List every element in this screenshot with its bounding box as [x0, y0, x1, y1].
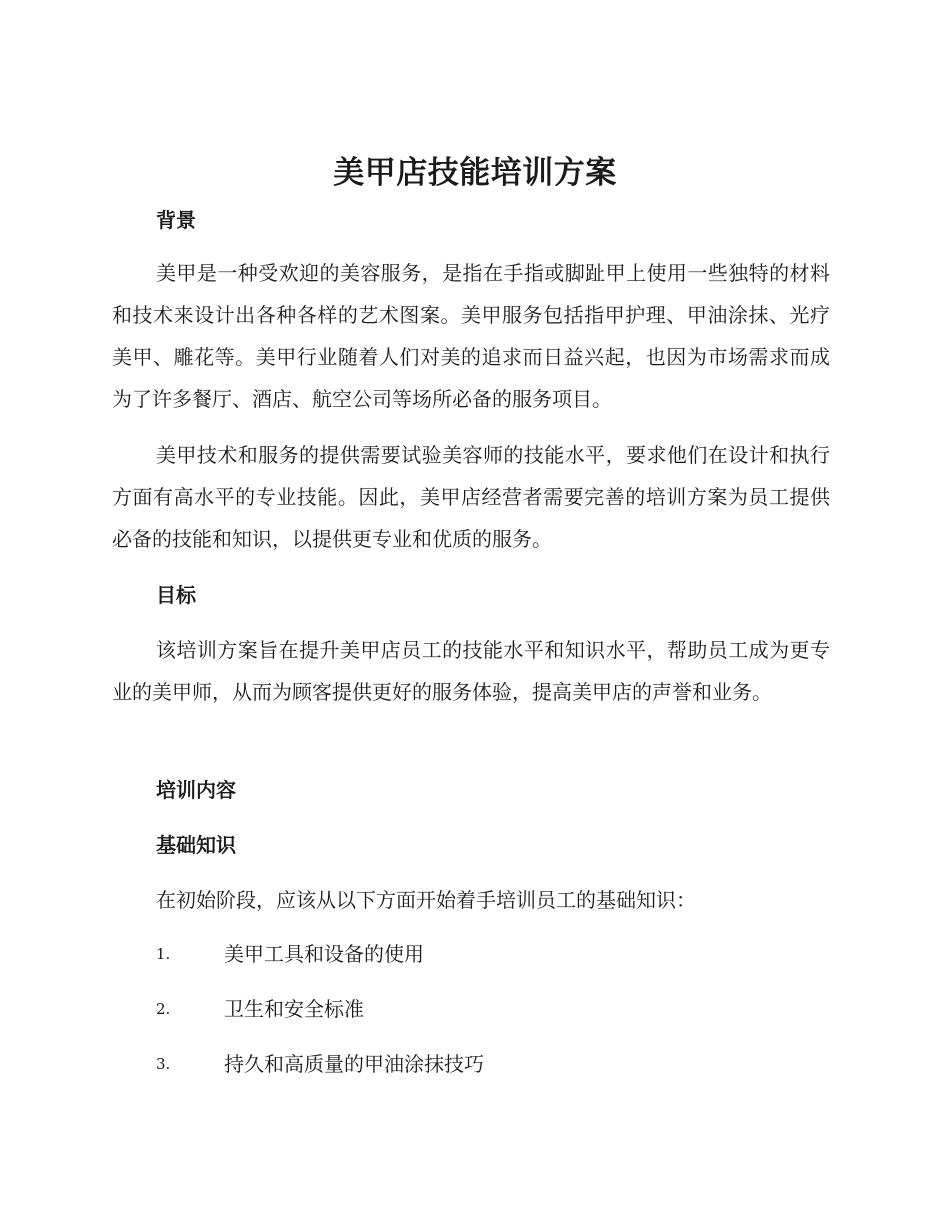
goal-paragraph: 该培训方案旨在提升美甲店员工的技能水平和知识水平，帮助员工成为更专业的美甲师，从而为顾客提供更好的服务体验，提高美甲店的声誉和业务。 — [112, 638, 830, 704]
background-paragraph-2: 美甲技术和服务的提供需要试验美容师的技能水平，要求他们在设计和执行方面有高水平的专业技能。因此，美甲店经营者需要完善的培训方案为员工提供必备的技能和知识，以提供更专业和优质的服务。 — [112, 443, 830, 551]
basics-intro-text: 在初始阶段，应该从以下方面开始着手培训员工的基础知识： — [156, 888, 696, 912]
list-item — [156, 1050, 484, 1078]
list-item-text: 美甲工具和设备的使用 — [224, 942, 424, 966]
list-item — [156, 940, 424, 968]
list-item-number: 2. — [156, 1000, 171, 1018]
subsection-heading-basics: 基础知识 — [156, 833, 236, 857]
section-heading-training: 培训内容 — [156, 778, 236, 802]
list-item-text: 持久和高质量的甲油涂抹技巧 — [224, 1052, 484, 1076]
document-title: 美甲店技能培训方案 — [333, 155, 617, 191]
list-item-number: 3. — [156, 1055, 171, 1073]
list-item-number: 1. — [156, 945, 171, 963]
section-heading-background: 背景 — [156, 208, 196, 232]
section-heading-goal: 目标 — [156, 583, 196, 607]
background-paragraph-1: 美甲是一种受欢迎的美容服务，是指在手指或脚趾甲上使用一些独特的材料和技术来设计出各种各样的艺术图案。美甲服务包括指甲护理、甲油涂抹、光疗美甲、雕花等。美甲行业随着人们对美的追求而日益兴起，也因为市场需求而成为了许多餐厅、酒店、航空公司等场所必备的服务项目。 — [112, 261, 830, 411]
list-item-text: 卫生和安全标准 — [224, 997, 364, 1021]
list-item — [156, 995, 364, 1023]
